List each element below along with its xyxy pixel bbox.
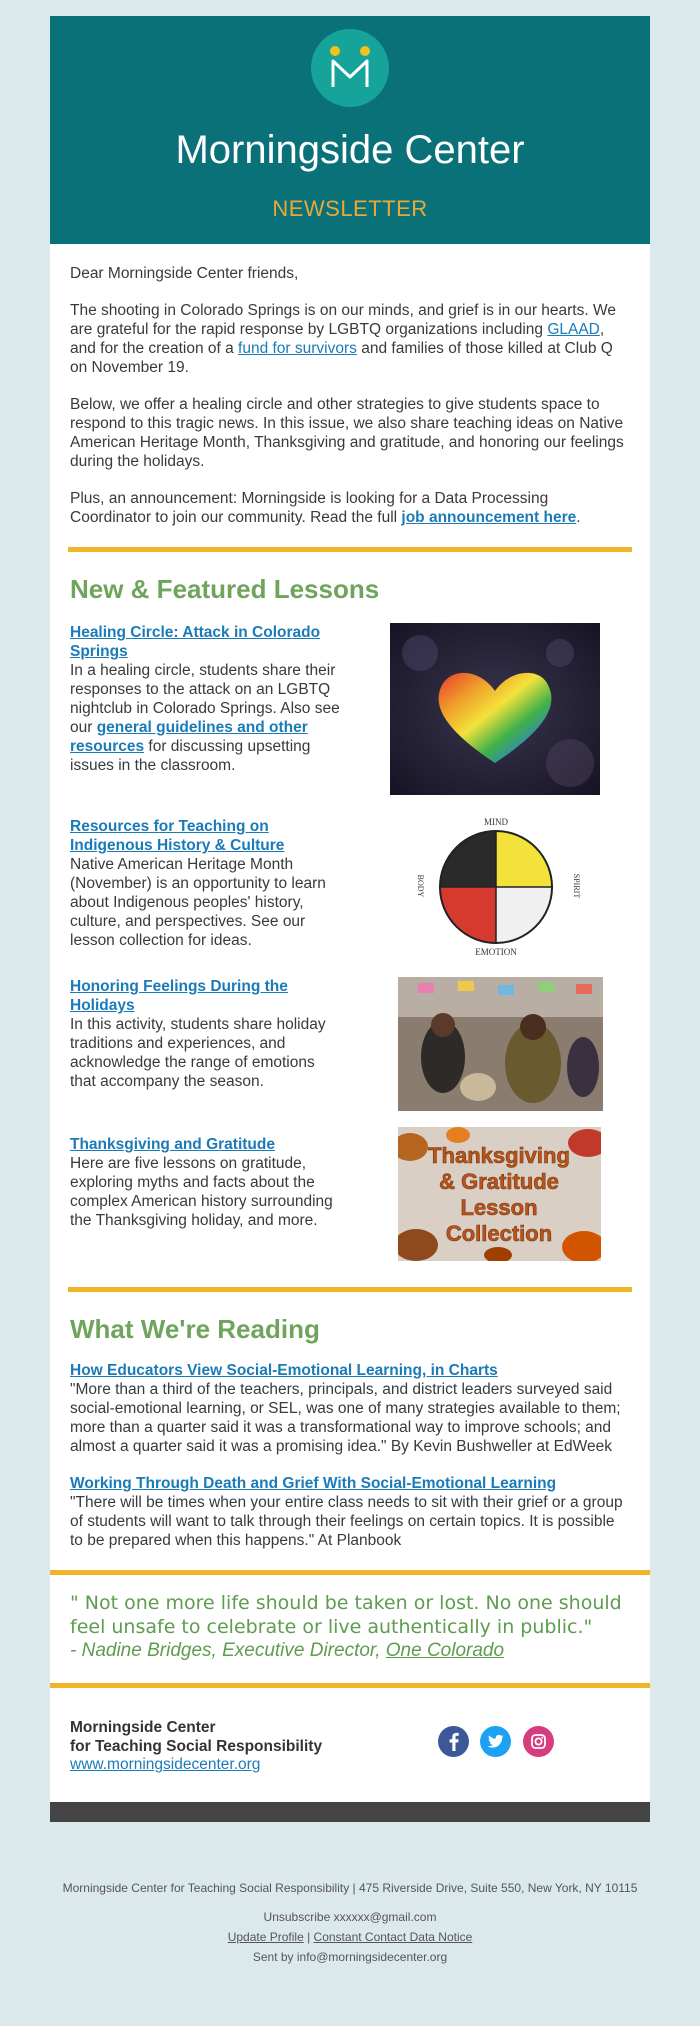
sent-by: Sent by info@morningsidecenter.org [252, 1950, 448, 1964]
morningside-logo-icon [311, 29, 389, 107]
wheel-label-bottom: EMOTION [475, 947, 517, 957]
thanksgiving-image-text: Lesson [460, 1195, 538, 1220]
lesson-item [70, 977, 630, 1135]
intro-paragraph-3 [70, 489, 630, 527]
mailing-address: Morningside Center for Teaching Social Responsibility | 475 Riverside Drive, Suite 550, New York, NY 10115 [62, 1881, 638, 1895]
reading-description: "There will be times when your entire class needs to sit with their grief or a group of students will want to talk through their feelings on certain topics. It is possible to be prepared when this happens." At Planbook [70, 1494, 623, 1549]
lesson-text [70, 1135, 340, 1230]
lesson-title-link[interactable]: Honoring Feelings During the Holidays [70, 978, 288, 1014]
lesson-description: Native American Heritage Month (November) is an opportunity to learn about Indigenous peoples' history, culture, and perspectives. See our lesson collection for ideas. [70, 856, 326, 949]
intro-text: . [576, 509, 581, 526]
profile-line [0, 1930, 700, 1944]
lesson-description: Here are five lessons on gratitude, exploring myths and facts about the complex American history surrounding the Thanksgiving holiday, and more. [70, 1155, 333, 1229]
rainbow-heart-image[interactable] [390, 623, 600, 795]
social-links [438, 1726, 561, 1757]
lesson-desc-text: In a healing circle, students share their responses to the attack on an LGBTQ nightclub in Colorado Springs. Also see our [70, 662, 340, 736]
wheel-label-right: SPIRIT [572, 873, 581, 899]
instagram-icon[interactable] [523, 1726, 554, 1757]
twitter-icon[interactable] [480, 1726, 511, 1757]
reading-heading: What We're Reading [70, 1314, 320, 1344]
rule-wrapper [50, 547, 650, 552]
update-profile-link[interactable]: Update Profile [227, 1930, 304, 1944]
general-guidelines-link[interactable]: general guidelines and other resources [70, 719, 308, 755]
lessons-section [50, 574, 650, 1287]
separator: | [303, 1930, 314, 1944]
quote-block [50, 1575, 650, 1683]
lesson-item [70, 817, 630, 977]
one-colorado-link[interactable]: One Colorado [385, 1640, 505, 1661]
intro-text: , and for the creation of a [70, 321, 605, 357]
footer-bar [50, 1802, 650, 1822]
intro-text: and families of those killed at Club Q on November 19. [70, 340, 613, 376]
intro-paragraph-2: Below, we offer a healing circle and other strategies to give students space to respond to this tragic news. In this issue, we also share teaching ideas on Native American Heritage Month, Thanksgiving and gratitude, and honoring our feelings during the holidays. [70, 396, 624, 470]
data-notice-link[interactable]: Constant Contact Data Notice [313, 1930, 473, 1944]
website-link[interactable]: www.morningsidecenter.org [70, 1756, 261, 1773]
wheel-label-left: BODY [416, 874, 425, 898]
quote-text: " Not one more life should be taken or lost. No one should feel unsafe to celebrate or live authentically in public." [70, 1592, 622, 1638]
unsubscribe-line [0, 1910, 700, 1924]
facebook-icon[interactable] [438, 1726, 469, 1757]
reading-section [50, 1314, 650, 1550]
section-divider [68, 547, 632, 552]
attribution-text: - Nadine Bridges, Executive Director, [70, 1640, 386, 1661]
thanksgiving-image-text: Thanksgiving [428, 1143, 570, 1168]
org-name: Morningside Center [70, 1719, 216, 1736]
newsletter-card [50, 16, 650, 1822]
lesson-title-link[interactable]: Healing Circle: Attack in Colorado Springs [70, 624, 321, 660]
lesson-text [70, 817, 340, 950]
thanksgiving-collection-image[interactable] [398, 1127, 601, 1261]
reading-title-link[interactable]: How Educators View Social-Emotional Learning, in Charts [70, 1362, 498, 1379]
reading-description: "More than a third of the teachers, principals, and district leaders surveyed said social-emotional learning, or SEL, was one of many strategies available to them; more than a quarter said it was a transformational way to improve schools; and almost a quarter said it was a promising idea." By Kevin Bushweller at EdWeek [70, 1381, 621, 1455]
lesson-description: In this activity, students share holiday traditions and experiences, and acknowledge the range of emotions that accompany the season. [70, 1016, 326, 1090]
newsletter-header [50, 16, 650, 244]
medicine-wheel-image[interactable] [406, 815, 586, 957]
thanksgiving-image-text: & Gratitude [439, 1169, 559, 1194]
org-name-line2: for Teaching Social Responsibility [70, 1738, 323, 1755]
reading-item [70, 1474, 630, 1550]
intro-text: Plus, an announcement: Morningside is looking for a Data Processing Coordinator to join our community. Read the full [70, 490, 549, 526]
unsubscribe-link[interactable]: Unsubscribe xxxxxx@gmail.com [263, 1910, 437, 1924]
quote-attribution [70, 1639, 630, 1663]
wheel-label-top: MIND [484, 817, 508, 827]
holiday-celebration-photo[interactable] [398, 977, 603, 1111]
thanksgiving-image-text: Collection [445, 1221, 553, 1246]
brand-title: Morningside Center [175, 128, 525, 172]
lesson-title-link[interactable]: Thanksgiving and Gratitude [70, 1136, 275, 1153]
lesson-description [70, 661, 340, 775]
lesson-text [70, 977, 340, 1091]
rule-wrapper [50, 1287, 650, 1292]
lesson-item [70, 623, 630, 817]
greeting: Dear Morningside Center friends, [70, 265, 299, 282]
reading-item [70, 1361, 630, 1456]
lesson-title-link[interactable]: Resources for Teaching on Indigenous History & Culture [70, 818, 285, 854]
lesson-desc-text: for discussing upsetting issues in the classroom. [70, 738, 311, 774]
lessons-heading: New & Featured Lessons [70, 574, 380, 604]
sub-footer [0, 1880, 700, 1964]
lesson-text [70, 623, 340, 775]
intro-section [50, 264, 650, 527]
lesson-item [70, 1135, 630, 1287]
newsletter-subtitle: NEWSLETTER [272, 196, 428, 221]
intro-paragraph-1 [70, 301, 630, 377]
glaad-link[interactable]: GLAAD [547, 321, 600, 338]
fund-for-survivors-link[interactable]: fund for survivors [238, 340, 357, 357]
footer-org [50, 1688, 650, 1802]
reading-title-link[interactable]: Working Through Death and Grief With Social-Emotional Learning [70, 1475, 557, 1492]
section-divider [68, 1287, 632, 1292]
intro-text: The shooting in Colorado Springs is on our minds, and grief is in our hearts. We are grateful for the rapid response by LGBTQ organizations including [70, 302, 616, 338]
job-announcement-link[interactable]: job announcement here [401, 509, 577, 526]
